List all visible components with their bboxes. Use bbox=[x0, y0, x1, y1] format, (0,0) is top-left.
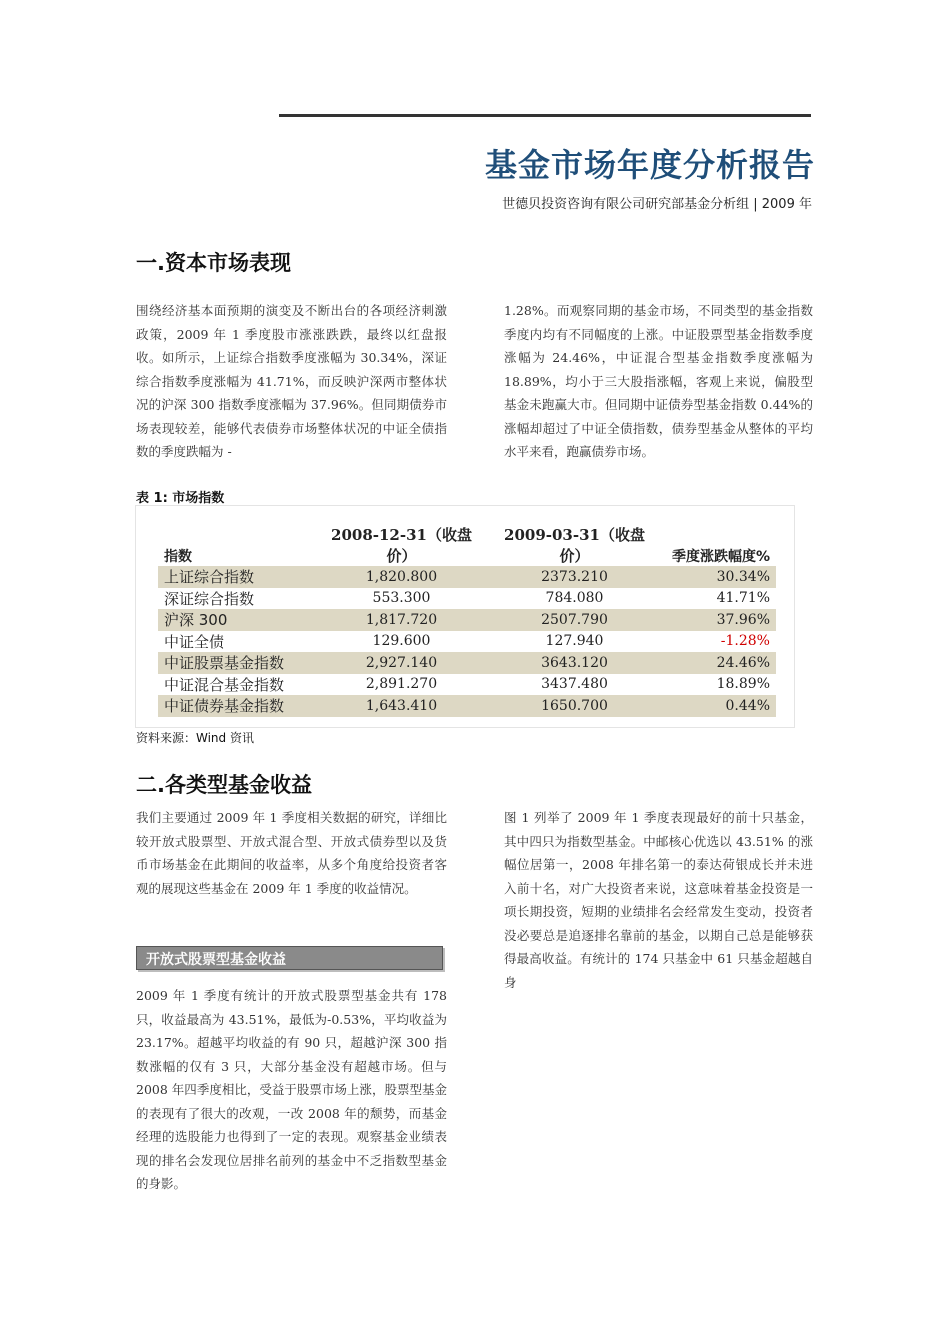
cell-index-name: 沪深 300 bbox=[158, 609, 315, 631]
report-title: 基金市场年度分析报告 bbox=[484, 146, 815, 184]
cell-close-2009: 127.940 bbox=[545, 633, 604, 650]
market-index-table bbox=[158, 521, 776, 717]
market-index-table-frame bbox=[135, 505, 795, 728]
section1-paragraph-left: 围绕经济基本面预期的演变及不断出台的各项经济刺激政策，2009 年 1 季度股市涨涨跌跌，最终以红盘报收。如所示，上证综合指数季度涨幅为 30.34%，深证综合指数季度涨幅为 41.71%，而反映沪深两市整体状况的沪深 300 指数季度涨幅为 37.96%。但同期债券市场表现较差，能够代表债券市场整体状况的中证全债指数的季度跌幅为 - bbox=[136, 303, 447, 459]
table-caption: 表 1: 市场指数 bbox=[136, 491, 225, 506]
cell-close-2009: 784.080 bbox=[545, 590, 604, 607]
cell-change: 30.34% bbox=[661, 566, 776, 588]
header-close-2009: 2009-03-31（收盘价） bbox=[504, 526, 645, 565]
table-header-row bbox=[158, 521, 776, 566]
section2-heading: 二.各类型基金收益 bbox=[136, 773, 312, 797]
cell-close-2008: 553.300 bbox=[372, 590, 431, 607]
cell-close-2008: 1,817.720 bbox=[315, 609, 488, 631]
cell-change: 37.96% bbox=[661, 609, 776, 631]
header-rule bbox=[279, 114, 811, 117]
cell-close-2009: 2507.790 bbox=[488, 609, 661, 631]
stock-fund-paragraph: 2009 年 1 季度有统计的开放式股票型基金共有 178 只，收益最高为 43.51%，最低为-0.53%，平均收益为 23.17%。超越平均收益的有 90 只，超越沪深 300 指数涨幅的仅有 3 只，大部分基金没有超越市场。但与 2008 年四季度相比，受益于股票市场上涨，股票型基金的表现有了很大的改观，一改 2008 年的颓势，而基金经理的选股能力也得到了一定的表现。观察基金业绩表现的排名会发现位居排名前列的基金中不乏指数型基金的身影。 bbox=[136, 988, 447, 1191]
cell-close-2009: 1650.700 bbox=[488, 695, 661, 717]
table-row bbox=[158, 631, 776, 653]
section2-paragraph-left: 我们主要通过 2009 年 1 季度相关数据的研究，详细比较开放式股票型、开放式混合型、开放式债券型以及货币市场基金在此期间的收益率，从多个角度给投资者客观的展现这些基金在 2009 年 1 季度的收益情况。 bbox=[136, 810, 447, 896]
cell-close-2008: 2,927.140 bbox=[315, 652, 488, 674]
section2-paragraph-right: 图 1 列举了 2009 年 1 季度表现最好的前十只基金，其中四只为指数型基金。中邮核心优选以 43.51% 的涨幅位居第一，2008 年排名第一的泰达荷银成长并未进入前十名，对广大投资者来说，这意味着基金投资是一项长期投资，短期的业绩排名会经常发生变动，投资者没必要总是追逐排名靠前的基金，以期自己总是能够获得最高收益。有统计的 174 只基金中 61 只基金超越自身 bbox=[504, 810, 813, 990]
table-source-note: 资料来源：Wind 资讯 bbox=[136, 731, 254, 745]
header-index: 指数 bbox=[164, 549, 192, 565]
cell-index-name: 中证全债 bbox=[164, 632, 225, 651]
cell-change: 0.44% bbox=[661, 695, 776, 717]
stock-fund-subheading: 开放式股票型基金收益 bbox=[146, 952, 286, 968]
cell-index-name: 中证股票基金指数 bbox=[158, 652, 315, 674]
section1-paragraph-right: 1.28%。而观察同期的基金市场，不同类型的基金指数季度内均有不同幅度的上涨。中证股票型基金指数季度涨幅为 24.46%，中证混合型基金指数季度涨幅为 18.89%，均小于三大股指涨幅，客观上来说，偏股型基金未跑赢大市。但同期中证债券型基金指数 0.44%的涨幅却超过了中证全债指数，债券型基金从整体的平均水平来看，跑赢债券市场。 bbox=[504, 303, 813, 459]
cell-change: 18.89% bbox=[716, 676, 770, 693]
cell-close-2008: 129.600 bbox=[372, 633, 431, 650]
cell-close-2008: 1,643.410 bbox=[315, 695, 488, 717]
table-row bbox=[158, 588, 776, 610]
cell-close-2008: 2,891.270 bbox=[365, 676, 438, 693]
cell-index-name: 深证综合指数 bbox=[164, 589, 255, 608]
report-subtitle: 世德贝投资咨询有限公司研究部基金分析组 | 2009 年 bbox=[502, 197, 812, 212]
cell-close-2009: 3643.120 bbox=[488, 652, 661, 674]
table-row bbox=[158, 674, 776, 696]
table-row bbox=[158, 695, 776, 717]
cell-close-2008: 1,820.800 bbox=[315, 566, 488, 588]
header-close-2008: 2008-12-31（收盘价） bbox=[331, 526, 472, 565]
cell-change: 41.71% bbox=[716, 590, 770, 607]
cell-index-name: 中证混合基金指数 bbox=[164, 675, 285, 694]
cell-index-name: 上证综合指数 bbox=[158, 566, 315, 588]
section1-heading: 一.资本市场表现 bbox=[136, 251, 291, 275]
stock-fund-subheading-box bbox=[136, 946, 443, 970]
cell-change: 24.46% bbox=[661, 652, 776, 674]
table-row bbox=[158, 566, 776, 588]
cell-close-2009: 2373.210 bbox=[488, 566, 661, 588]
table-row bbox=[158, 609, 776, 631]
cell-close-2009: 3437.480 bbox=[541, 676, 608, 693]
header-change: 季度涨跌幅度% bbox=[671, 549, 770, 565]
cell-index-name: 中证债券基金指数 bbox=[158, 695, 315, 717]
cell-change-negative: -1.28% bbox=[720, 633, 770, 650]
table-row bbox=[158, 652, 776, 674]
